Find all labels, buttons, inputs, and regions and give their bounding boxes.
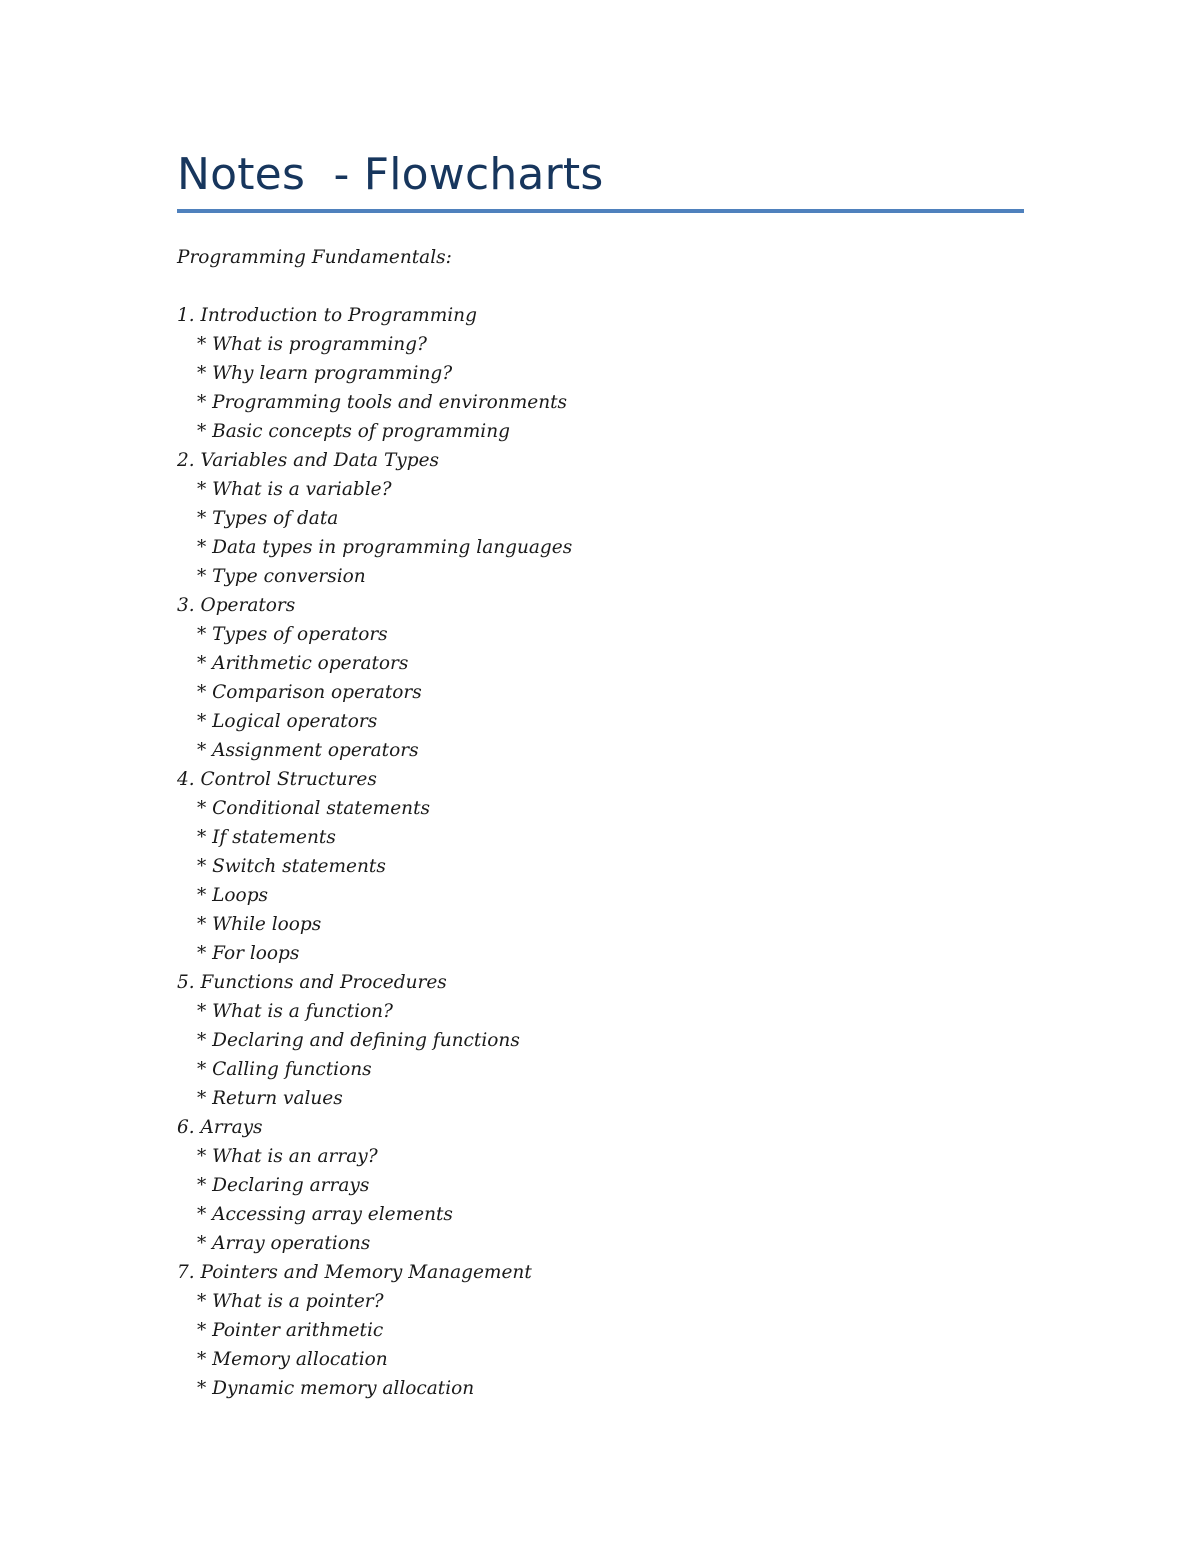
section-title: 5. Functions and Procedures: [177, 972, 447, 993]
subtopic-item: * Arithmetic operators: [197, 653, 409, 674]
section-title: 2. Variables and Data Types: [177, 450, 440, 471]
subtopic-item: * Declaring arrays: [197, 1175, 370, 1196]
outline-section: [177, 968, 572, 1113]
subtopic-item: * Conditional statements: [197, 798, 431, 819]
subtopic-item: * Comparison operators: [197, 682, 422, 703]
section-subtopics: [177, 330, 572, 446]
subtopic-item: * For loops: [197, 943, 300, 964]
subtopic-item: * Dynamic memory allocation: [197, 1378, 475, 1399]
subtopic-item: * Accessing array elements: [197, 1204, 453, 1225]
subtopic-item: * What is an array?: [197, 1146, 378, 1167]
section-subtopics: [177, 475, 572, 591]
outline-section: [177, 1258, 572, 1403]
subtopic-item: * Switch statements: [197, 856, 386, 877]
outline-section: [177, 446, 572, 591]
title-underline: [177, 209, 1024, 213]
subtopic-item: * Basic concepts of programming: [197, 421, 510, 442]
page-title: Notes - Flowcharts: [177, 149, 604, 200]
subtopic-item: * Pointer arithmetic: [197, 1320, 384, 1341]
subtopic-item: * Data types in programming languages: [197, 537, 573, 558]
subtopic-item: * Loops: [197, 885, 269, 906]
subtopic-item: * Return values: [197, 1088, 343, 1109]
subtopic-item: * Types of data: [197, 508, 339, 529]
subtopic-item: * What is a pointer?: [197, 1291, 384, 1312]
outline-section: [177, 301, 572, 446]
section-title: 1. Introduction to Programming: [177, 305, 477, 326]
document-subtitle: Programming Fundamentals:: [177, 247, 452, 268]
section-subtopics: [177, 794, 572, 968]
subtopic-item: * Logical operators: [197, 711, 378, 732]
subtopic-item: * Memory allocation: [197, 1349, 388, 1370]
outline-section: [177, 765, 572, 968]
outline-section: [177, 591, 572, 765]
subtopic-item: * Declaring and defining functions: [197, 1030, 520, 1051]
section-title: 6. Arrays: [177, 1117, 263, 1138]
section-title: 3. Operators: [177, 595, 296, 616]
section-subtopics: [177, 1142, 572, 1258]
subtopic-item: * If statements: [197, 827, 336, 848]
subtopic-item: * Type conversion: [197, 566, 366, 587]
subtopic-item: * Calling functions: [197, 1059, 372, 1080]
section-subtopics: [177, 620, 572, 765]
subtopic-item: * Why learn programming?: [197, 363, 453, 384]
outline-section: [177, 1113, 572, 1258]
topic-outline: [177, 301, 572, 1403]
section-title: 7. Pointers and Memory Management: [177, 1262, 532, 1283]
subtopic-item: * While loops: [197, 914, 322, 935]
section-subtopics: [177, 997, 572, 1113]
subtopic-item: * Programming tools and environments: [197, 392, 568, 413]
subtopic-item: * Types of operators: [197, 624, 388, 645]
section-title: 4. Control Structures: [177, 769, 377, 790]
subtopic-item: * What is a variable?: [197, 479, 392, 500]
subtopic-item: * Array operations: [197, 1233, 371, 1254]
subtopic-item: * Assignment operators: [197, 740, 419, 761]
section-subtopics: [177, 1287, 572, 1403]
subtopic-item: * What is a function?: [197, 1001, 393, 1022]
subtopic-item: * What is programming?: [197, 334, 427, 355]
